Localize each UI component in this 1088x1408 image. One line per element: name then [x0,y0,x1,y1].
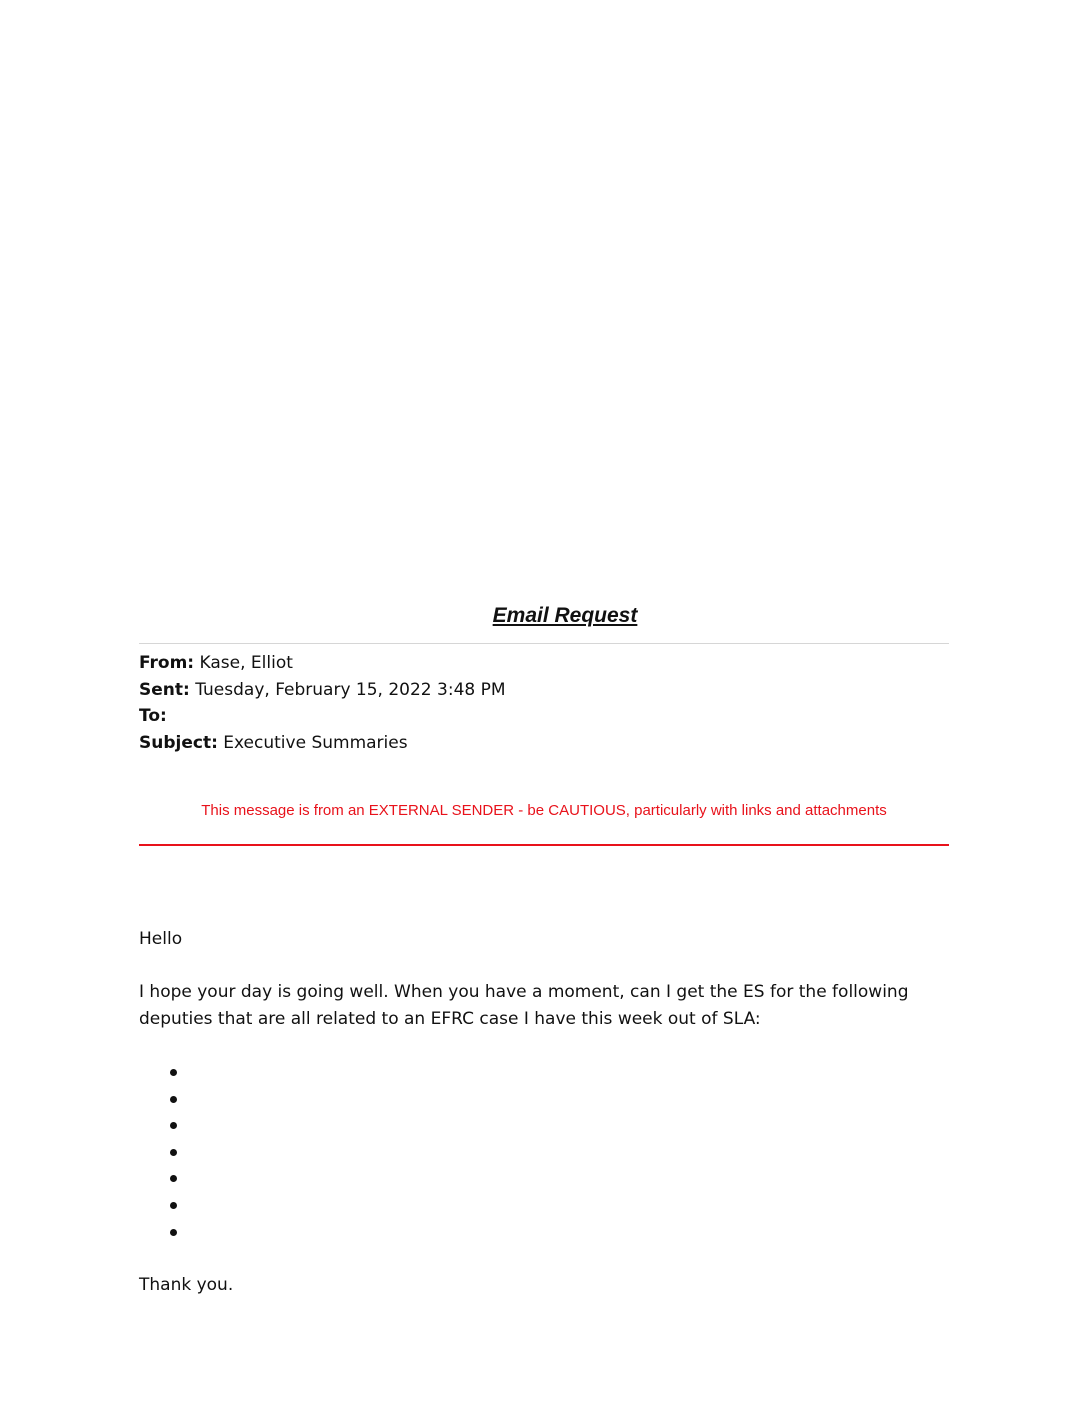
email-header [139,650,949,756]
email-greeting: Hello [139,929,183,949]
external-sender-warning: This message is from an EXTERNAL SENDER - be CAUTIOUS, particularly with links and attachments [201,802,887,819]
document-title: Email Request [492,604,638,627]
header-subject [139,730,949,757]
email-request-text: I hope your day is going well. When you have a moment, can I get the ES for the following deputies that are all related to an EFRC case I have this week out of SLA: [139,982,909,1029]
sent-label: Sent: [139,679,190,700]
subject-label: Subject: [139,732,218,753]
sent-value: Tuesday, February 15, 2022 3:48 PM [195,679,506,700]
list-item [139,1059,949,1086]
deputy-list [139,1059,949,1245]
header-from [139,650,949,677]
list-item [139,1112,949,1139]
header-to [139,703,949,730]
to-label: To: [139,706,167,726]
list-item [139,1086,949,1113]
list-item [139,1139,949,1166]
list-item [139,1165,949,1192]
warning-divider [139,844,949,846]
list-item [139,1192,949,1219]
email-closing: Thank you. [139,1275,234,1295]
header-sent [139,677,949,704]
from-label: From: [139,653,195,673]
list-item [139,1219,949,1246]
from-value: Kase, Elliot [199,653,293,673]
title-divider [139,643,949,644]
subject-value: Executive Summaries [223,732,408,753]
